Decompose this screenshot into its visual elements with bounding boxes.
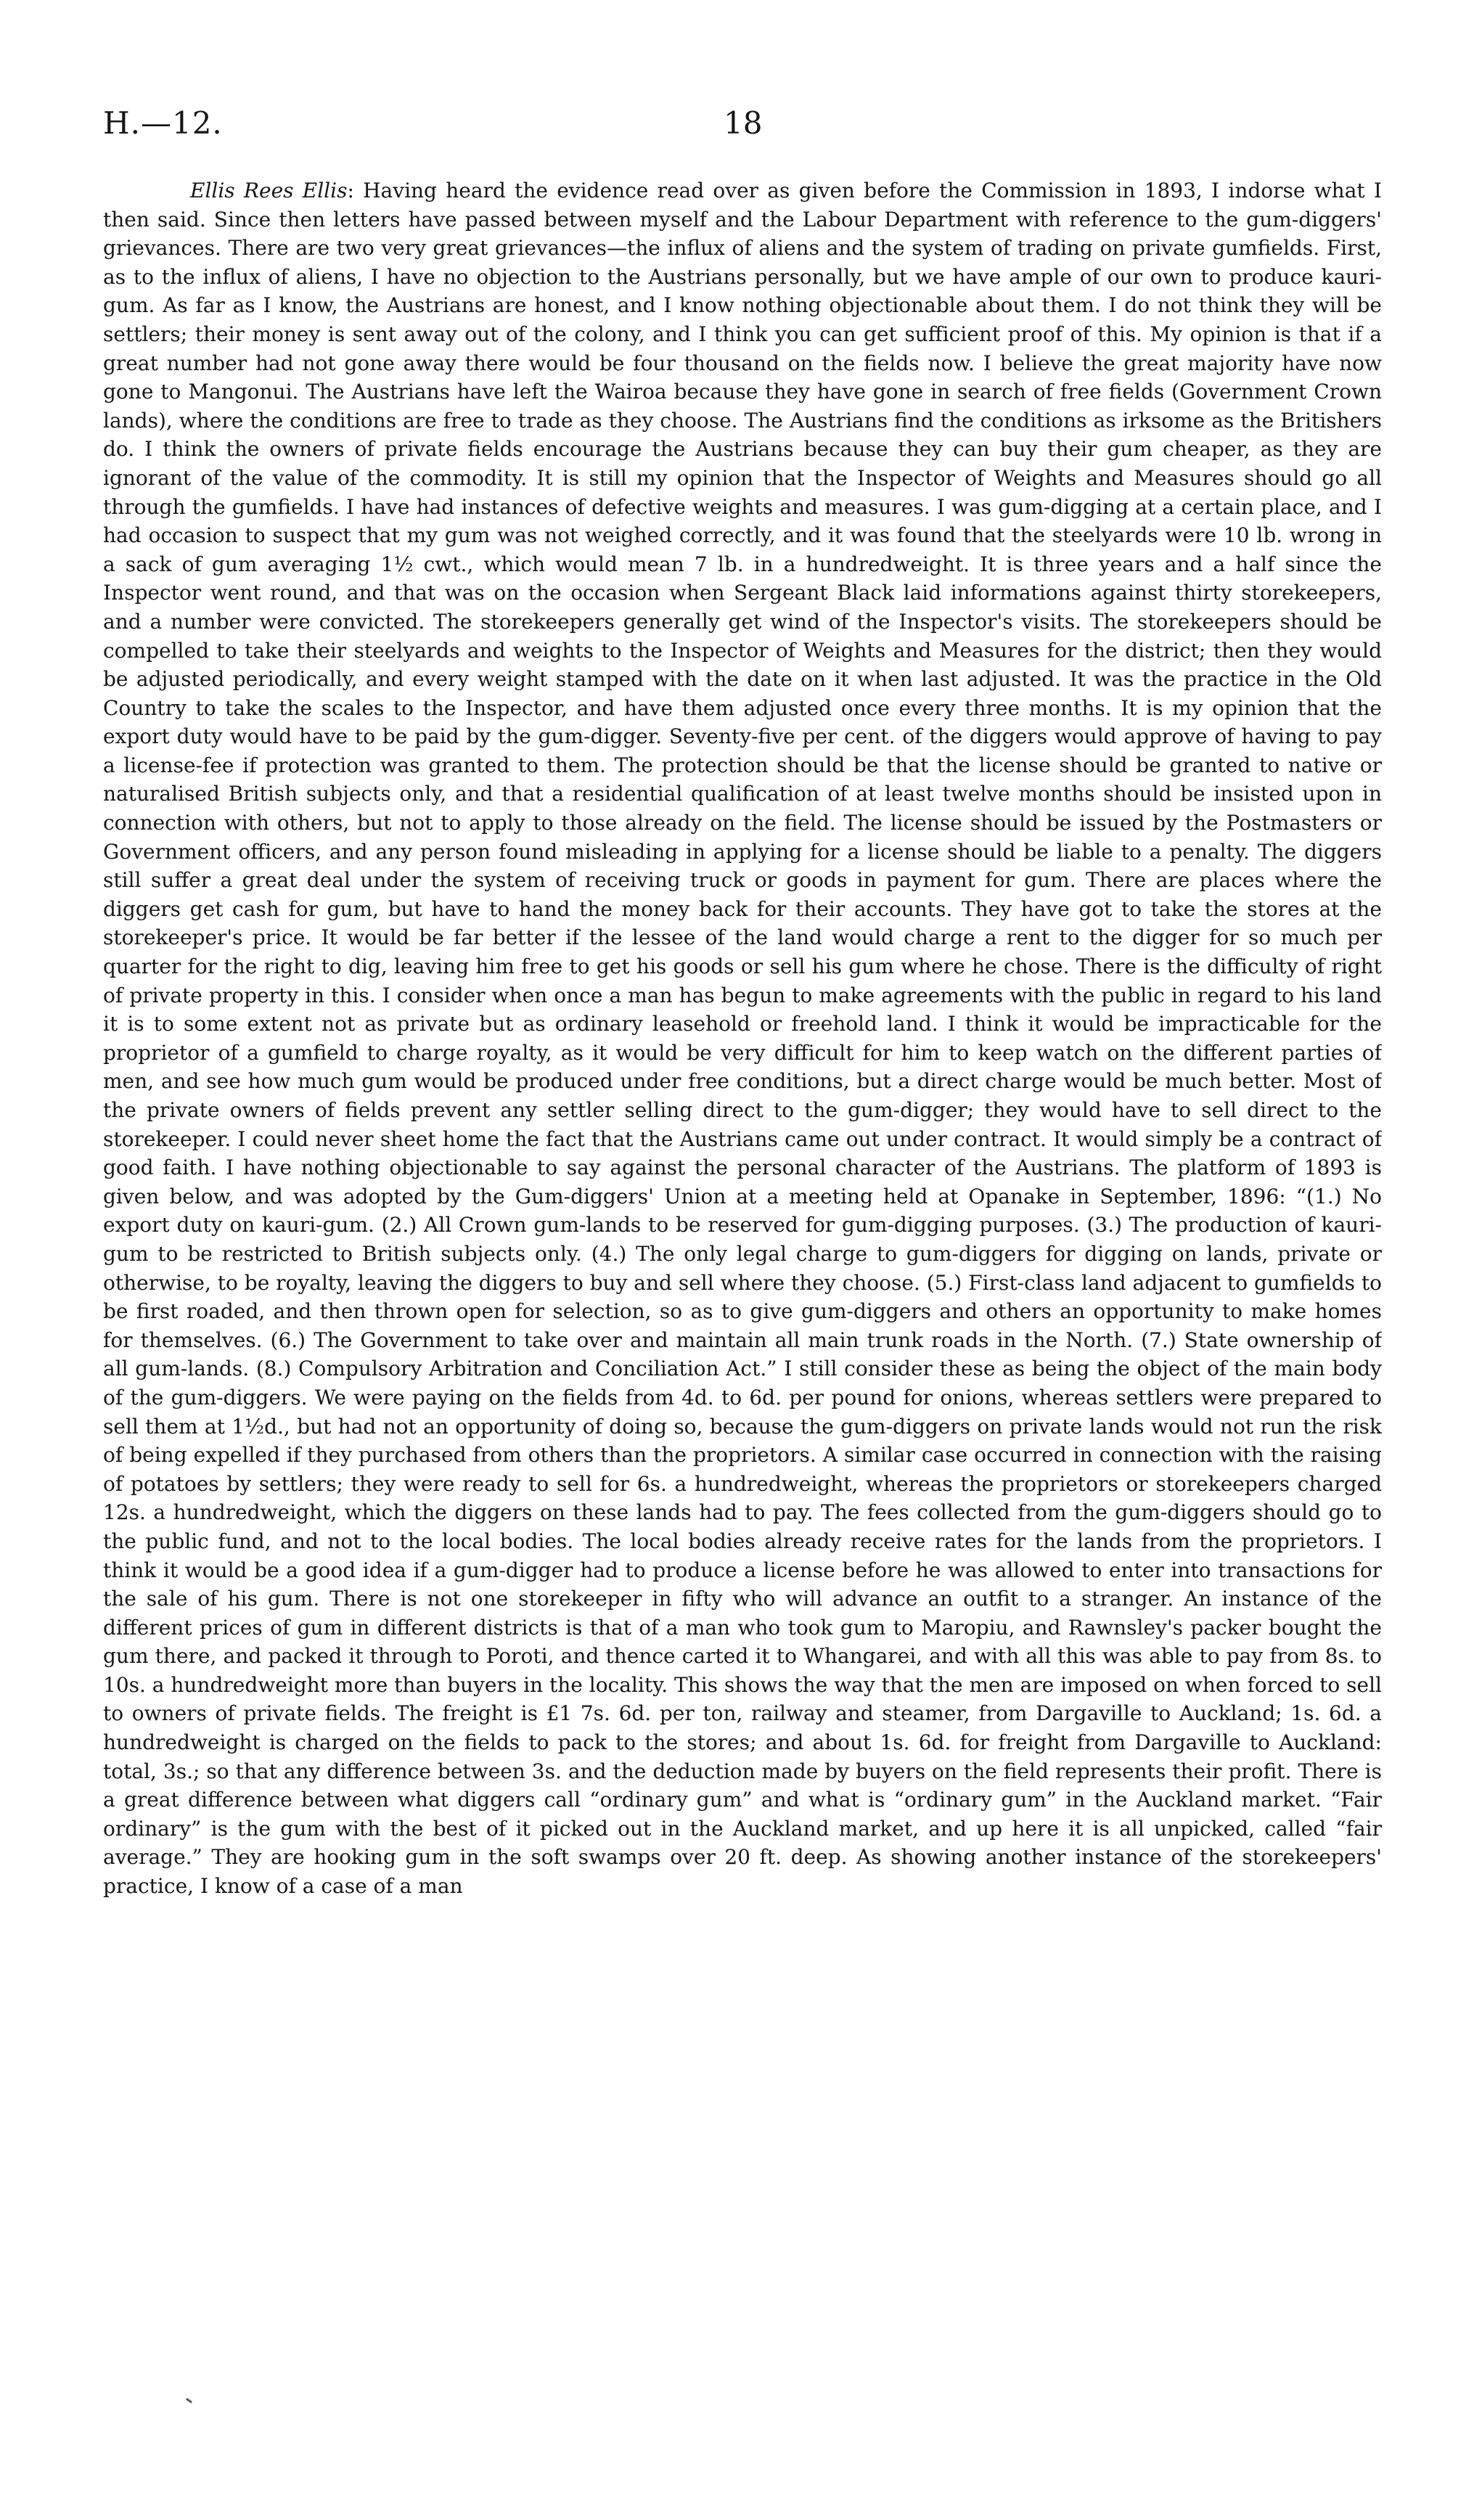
stray-ink-mark [186,2398,192,2404]
paragraph-text: : Having heard the evidence read over as given before the Commission in 1893, I indorse what I then said. Since then letters have passed between myself and the Labour Department with reference to the gum-diggers' grievances. There are two very great grievances—the influx of aliens and the system of trading on private gumfields. First, as to the influx of aliens, I have no objection to the Austrians personally, but we have ample of our own to produce kauri-gum. As far as I know, the Austrians are honest, and I know nothing objectionable about them. I do not think they will be settlers; their money is sent away out of the colony, and I think you can get sufficient proof of this. My opinion is that if a great number had not gone away there would be four thousand on the fields now. I believe the great majority have now gone to Mangonui. The Austrians have left the Wairoa because they have gone in search of free fields (Government Crown lands), where the conditions are free to trade as they choose. The Austrians find the conditions as irksome as the Britishers do. I think the owners of private fields encourage the Austrians because they can buy their gum cheaper, as they are ignorant of the value of the commodity. It is still my opinion that the Inspector of Weights and Measures should go all through the gumfields. I have had instances of defective weights and measures. I was gum-digging at a certain place, and I had occasion to suspect that my gum was not weighed correctly, and it was found that the steelyards were 10 lb. wrong in a sack of gum averaging 1½ cwt., which would mean 7 lb. in a hundredweight. It is three years and a half since the Inspector went round, and that was on the occasion when Sergeant Black laid informations against thirty storekeepers, and a number were convicted. The storekeepers generally get wind of the Inspector's visits. The storekeepers should be compelled to take their steelyards and weights to the Inspector of Weights and Measures for the district; then they would be adjusted periodically, and every weight stamped with the date on it when last adjusted. It was the practice in the Old Country to take the scales to the Inspector, and have them adjusted once every three months. It is my opinion that the export duty would have to be paid by the gum-digger. Seventy-five per cent. of the diggers would approve of having to pay a license-fee if protection was granted to them. The protection should be that the license should be granted to native or naturalised British subjects only, and that a residential qualification of at least twelve months should be insisted upon in connection with others, but not to apply to those already on the field. The license should be issued by the Postmasters or Government officers, and any person found misleading in applying for a license should be liable to a penalty. The diggers still suffer a great deal under the system of receiving truck or goods in payment for gum. There are places where the diggers get cash for gum, but have to hand the money back for their accounts. They have got to take the stores at the storekeeper's price. It would be far better if the lessee of the land would charge a rent to the digger for so much per quarter for the right to dig, leaving him free to get his goods or sell his gum where he chose. There is the difficulty of right of private property in this. I consider when once a man has begun to make agreements with the public in regard to his land it is to some extent not as private but as ordinary leasehold or freehold land. I think it would be impracticable for the proprietor of a gumfield to charge royalty, as it would be very difficult for him to keep watch on the different parties of men, and see how much gum would be produced under free conditions, but a direct charge would be much better. Most of the private owners of fields prevent any settler selling direct to the gum-digger; they would have to sell direct to the storekeeper. I could never sheet home the fact that the Austrians came out under contract. It would simply be a contract of good faith. I have nothing objectionable to say against the personal character of the Austrians. The platform of 1893 is given below, and was adopted by the Gum-diggers' Union at a meeting held at Opanake in September, 1896: “(1.) No export duty on kauri-gum. (2.) All Crown gum-lands to be reserved for gum-digging purposes. (3.) The production of kauri-gum to be restricted to British subjects only. (4.) The only legal charge to gum-diggers for digging on lands, private or otherwise, to be royalty, leaving the diggers to buy and sell where they choose. (5.) First-class land adjacent to gumfields to be first roaded, and then thrown open for selection, so as to give gum-diggers and others an opportunity to make homes for themselves. (6.) The Government to take over and maintain all main trunk roads in the North. (7.) State ownership of all gum-lands. (8.) Compulsory Arbitration and Conciliation Act.” I still consider these as being the object of the main body of the gum-diggers. We were paying on the fields from 4d. to 6d. per pound for onions, whereas settlers were prepared to sell them at 1½d., but had not an opportunity of doing so, because the gum-diggers on private lands would not run the risk of being expelled if they purchased from others than the proprietors. A similar case occurred in connection with the raising of potatoes by settlers; they were ready to sell for 6s. a hundredweight, whereas the proprietors or storekeepers charged 12s. a hundredweight, which the diggers on these lands had to pay. The fees collected from the gum-diggers should go to the public fund, and not to the local bodies. The local bodies already receive rates for the lands from the proprietors. I think it would be a good idea if a gum-digger had to produce a license before he was allowed to enter into transactions for the sale of his gum. There is not one storekeeper in fifty who will advance an outfit to a stranger. An instance of the different prices of gum in different districts is that of a man who took gum to Maropiu, and Rawnsley's packer bought the gum there, and packed it through to Poroti, and thence carted it to Whangarei, and with all this was able to pay from 8s. to 10s. a hundredweight more than buyers in the locality. This shows the way that the men are imposed on when forced to sell to owners of private fields. The freight is £1 7s. 6d. per ton, railway and steamer, from Dargaville to Auckland; 1s. 6d. a hundredweight is charged on the fields to pack to the stores; and about 1s. 6d. for freight from Dargaville to Auckland: total, 3s.; so that any difference between 3s. and the deduction made by buyers on the field represents their profit. There is a great difference between what diggers call “ordinary gum” and what is “ordinary gum” in the Auckland market. “Fair ordinary” is the gum with the best of it picked out in the Auckland market, and up here it is all unpicked, called “fair average.” They are hooking gum in the soft swamps over 20 ft. deep. As showing another instance of the storekeepers' practice, I know of a case of a man [103,179,1382,1899]
page-number: 18 [724,105,763,141]
witness-name: Ellis Rees Ellis [190,179,348,202]
document-code: H.—12. [103,105,223,141]
page-header [103,102,1380,145]
evidence-paragraph [103,176,1382,2383]
